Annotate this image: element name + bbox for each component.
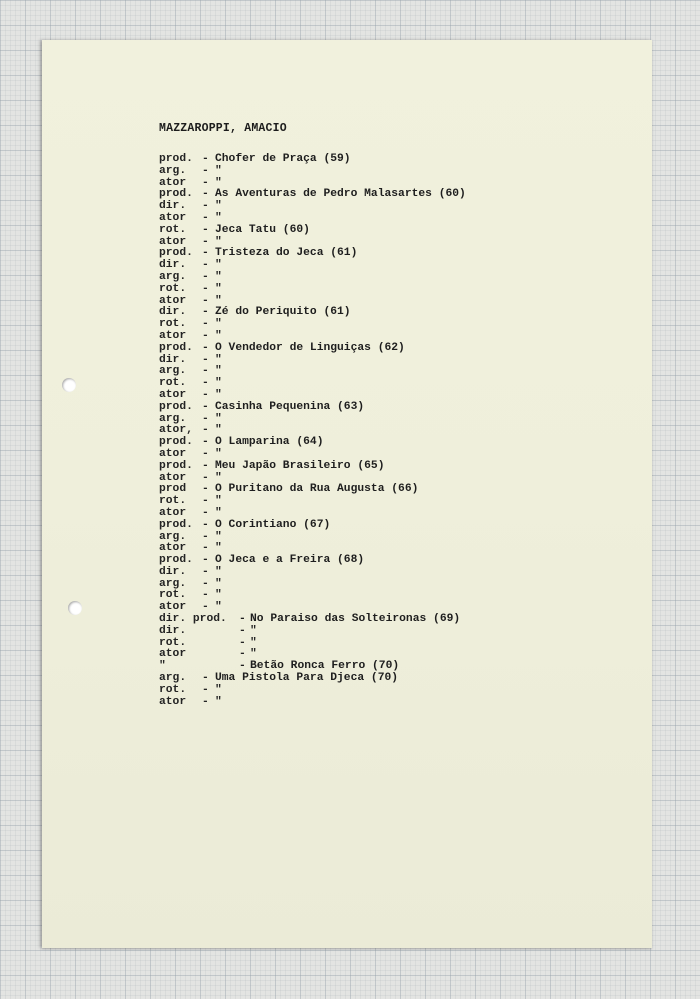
credit-role: ator — [159, 211, 187, 224]
film-title: " — [215, 164, 222, 177]
separator-dash: - — [202, 235, 209, 248]
film-title: " — [215, 495, 222, 508]
separator-dash: - — [202, 247, 209, 260]
separator-dash: - — [202, 318, 209, 331]
separator-dash: - — [202, 436, 209, 449]
credit-role: ator — [159, 506, 187, 519]
film-title: Casinha Pequenina (63) — [215, 400, 365, 413]
separator-dash: - — [202, 377, 209, 390]
document-sheet — [42, 40, 652, 948]
separator-dash: - — [202, 200, 209, 213]
film-title: O Corintiano (67) — [215, 518, 331, 531]
separator-dash: - — [202, 294, 209, 307]
credit-role: ator — [159, 601, 187, 614]
credit-role: rot. — [159, 495, 187, 508]
separator-dash: - — [202, 589, 209, 602]
credit-role: dir. — [159, 565, 187, 578]
film-title: Zé do Periquito (61) — [215, 306, 351, 319]
credit-role: prod. — [159, 436, 193, 449]
separator-dash: - — [202, 223, 209, 236]
document-heading: MAZZAROPPI, AMACIO — [159, 122, 287, 135]
separator-dash: - — [202, 306, 209, 319]
credit-role: arg. — [159, 530, 187, 543]
film-title: " — [215, 200, 222, 213]
credit-role: ator — [159, 648, 187, 661]
separator-dash: - — [239, 660, 246, 673]
credit-role: ator — [159, 235, 187, 248]
film-title: " — [215, 353, 222, 366]
separator-dash: - — [202, 341, 209, 354]
separator-dash: - — [202, 365, 209, 378]
punch-hole-top — [62, 378, 76, 392]
film-title: " — [215, 412, 222, 425]
credit-role: prod. — [159, 554, 193, 567]
film-title: " — [215, 176, 222, 189]
separator-dash: - — [202, 565, 209, 578]
credit-role: rot. — [159, 223, 187, 236]
credit-role: prod. — [159, 518, 193, 531]
film-title: " — [215, 542, 222, 555]
film-title: " — [215, 695, 222, 708]
film-title: O Vendedor de Linguiças (62) — [215, 341, 405, 354]
film-title: " — [215, 565, 222, 578]
credit-role: rot. — [159, 636, 187, 649]
separator-dash: - — [202, 447, 209, 460]
film-title: " — [215, 589, 222, 602]
credit-role: rot. — [159, 683, 187, 696]
film-title: O Lamparina (64) — [215, 436, 324, 449]
credit-role: dir. prod. — [159, 613, 227, 626]
film-title: " — [215, 683, 222, 696]
punch-hole-bottom — [68, 601, 82, 615]
film-title: " — [215, 388, 222, 401]
credit-role: rot. — [159, 589, 187, 602]
film-title: " — [215, 365, 222, 378]
separator-dash: - — [202, 577, 209, 590]
film-title: " — [250, 648, 257, 661]
credit-role: rot. — [159, 377, 187, 390]
separator-dash: - — [202, 282, 209, 295]
credit-role: ator — [159, 329, 187, 342]
separator-dash: - — [239, 648, 246, 661]
film-title: " — [250, 624, 257, 637]
credit-role: arg. — [159, 365, 187, 378]
film-title: " — [215, 270, 222, 283]
film-title: " — [215, 577, 222, 590]
credit-role: ator — [159, 388, 187, 401]
separator-dash: - — [202, 188, 209, 201]
separator-dash: - — [202, 672, 209, 685]
credit-role: arg. — [159, 577, 187, 590]
separator-dash: - — [202, 495, 209, 508]
separator-dash: - — [202, 424, 209, 437]
separator-dash: - — [239, 636, 246, 649]
separator-dash: - — [239, 613, 246, 626]
separator-dash: - — [202, 506, 209, 519]
film-title: Uma Pistola Para Djeca (70) — [215, 672, 399, 685]
film-title: " — [215, 259, 222, 272]
credit-role: arg. — [159, 270, 187, 283]
film-title: " — [215, 235, 222, 248]
film-title: O Jeca e a Freira (68) — [215, 554, 365, 567]
credit-role: prod. — [159, 153, 193, 165]
credit-role: prod. — [159, 188, 193, 201]
credit-role: dir. — [159, 259, 187, 272]
film-title: " — [215, 447, 222, 460]
film-title: " — [215, 471, 222, 484]
credit-role: ator — [159, 542, 187, 555]
separator-dash: - — [239, 624, 246, 637]
credit-role: arg. — [159, 164, 187, 177]
film-title: No Paraiso das Solteironas (69) — [250, 613, 461, 626]
separator-dash: - — [202, 483, 209, 496]
film-title: " — [215, 506, 222, 519]
credit-role: " — [159, 660, 166, 673]
separator-dash: - — [202, 542, 209, 555]
separator-dash: - — [202, 400, 209, 413]
separator-dash: - — [202, 164, 209, 177]
separator-dash: - — [202, 459, 209, 472]
film-title: O Puritano da Rua Augusta (66) — [215, 483, 419, 496]
credit-role: dir. — [159, 624, 187, 637]
credit-role: dir. — [159, 353, 187, 366]
film-title: " — [215, 282, 222, 295]
separator-dash: - — [202, 329, 209, 342]
film-title: " — [215, 530, 222, 543]
separator-dash: - — [202, 412, 209, 425]
credit-role: arg. — [159, 412, 187, 425]
credit-role: ator, — [159, 424, 193, 437]
credit-role: rot. — [159, 318, 187, 331]
film-title: " — [215, 424, 222, 437]
film-title: Jeca Tatu (60) — [215, 223, 310, 236]
film-title: Tristeza do Jeca (61) — [215, 247, 358, 260]
credit-role: prod — [159, 483, 187, 496]
film-title: As Aventuras de Pedro Malasartes (60) — [215, 188, 466, 201]
credit-role: prod. — [159, 400, 193, 413]
separator-dash: - — [202, 388, 209, 401]
separator-dash: - — [202, 259, 209, 272]
credit-role: dir. — [159, 306, 187, 319]
credit-role: dir. — [159, 200, 187, 213]
separator-dash: - — [202, 211, 209, 224]
credit-role: ator — [159, 471, 187, 484]
film-title: Betão Ronca Ferro (70) — [250, 660, 400, 673]
separator-dash: - — [202, 695, 209, 708]
separator-dash: - — [202, 601, 209, 614]
separator-dash: - — [202, 683, 209, 696]
credit-role: ator — [159, 695, 187, 708]
credit-role: arg. — [159, 672, 187, 685]
film-title: " — [215, 329, 222, 342]
film-title: " — [250, 636, 257, 649]
separator-dash: - — [202, 353, 209, 366]
credit-role: ator — [159, 294, 187, 307]
separator-dash: - — [202, 518, 209, 531]
credit-role: prod. — [159, 247, 193, 260]
film-title: Meu Japão Brasileiro (65) — [215, 459, 385, 472]
credit-role: ator — [159, 447, 187, 460]
film-title: " — [215, 377, 222, 390]
credit-role: prod. — [159, 459, 193, 472]
credit-role: ator — [159, 176, 187, 189]
separator-dash: - — [202, 554, 209, 567]
film-title: " — [215, 211, 222, 224]
film-title: " — [215, 318, 222, 331]
separator-dash: - — [202, 471, 209, 484]
separator-dash: - — [202, 176, 209, 189]
separator-dash: - — [202, 270, 209, 283]
film-title: Chofer de Praça (59) — [215, 153, 351, 165]
separator-dash: - — [202, 153, 209, 165]
credit-role: rot. — [159, 282, 187, 295]
film-title: " — [215, 601, 222, 614]
film-title: " — [215, 294, 222, 307]
credit-role: prod. — [159, 341, 193, 354]
separator-dash: - — [202, 530, 209, 543]
